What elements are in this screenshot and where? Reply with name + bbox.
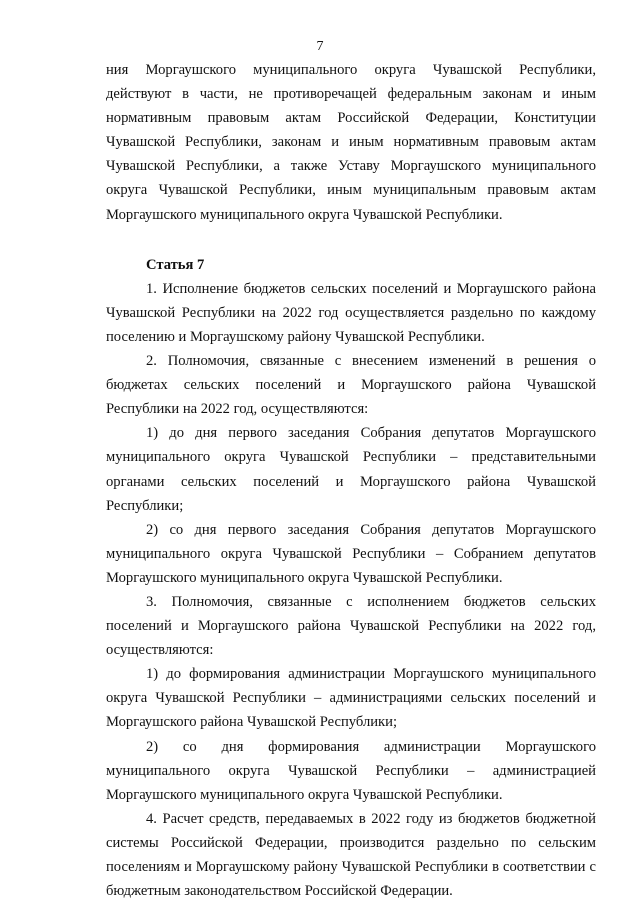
article-paragraph-2: 2. Полномочия, связанные с внесением изменений в решения о бюджетах сельских поселений и Моргаушского района Чувашской Республики на 2022 год, осуществляются: [106,353,596,418]
document-body [106,58,596,903]
article-paragraph-3-item-1: 1) до формирования администрации Моргаушского муниципального округа Чувашской Республики – администрациями сельских поселений и Моргаушского района Чувашской Республики; [106,666,596,731]
article-paragraph-2-item-2: 2) со дня первого заседания Собрания депутатов Моргаушского муниципального округа Чувашской Республики – Собранием депутатов Моргаушского муниципального округа Чувашской Республики. [106,521,596,586]
article-paragraph-4: 4. Расчет средств, передаваемых в 2022 году из бюджетов бюджетной системы Российской Федерации, производится раздельно по сельским поселениям и Моргаушскому району Чувашской Республики в соответствии с бюджетным законодательством Российской Федерации. [106,810,596,900]
page-number: 7 [316,39,324,54]
continued-paragraph: ния Моргаушского муниципального округа Чувашской Республики, действуют в части, не противоречащей федеральным законам и иным нормативным правовым актам Российской Федерации, Конституции Чувашской Республики, законам и иным нормативным правовым актам Чувашской Республики, а также Уставу Моргаушского муниципального округа Чувашской Республики, иным муниципальным правовым актам Моргаушского муниципального округа Чувашской Республики. [106,62,596,223]
article-paragraph-1: 1. Исполнение бюджетов сельских поселений и Моргаушского района Чувашской Республики на 2022 год осуществляется раздельно по каждому поселению и Моргаушскому району Чувашской Республики. [106,280,596,345]
article-heading: Статья 7 [146,256,205,273]
article-paragraph-2-item-1: 1) до дня первого заседания Собрания депутатов Моргаушского муниципального округа Чувашской Республики – представительными органами сельских поселений и Моргаушского района Чувашской Республики; [106,425,596,514]
article-paragraph-3-item-2: 2) со дня формирования администрации Моргаушского муниципального округа Чувашской Республики – администрацией Моргаушского муниципального округа Чувашской Республики. [106,738,596,803]
article-paragraph-3: 3. Полномочия, связанные с исполнением бюджетов сельских поселений и Моргаушского района Чувашской Республики на 2022 год, осуществляются: [106,593,596,659]
